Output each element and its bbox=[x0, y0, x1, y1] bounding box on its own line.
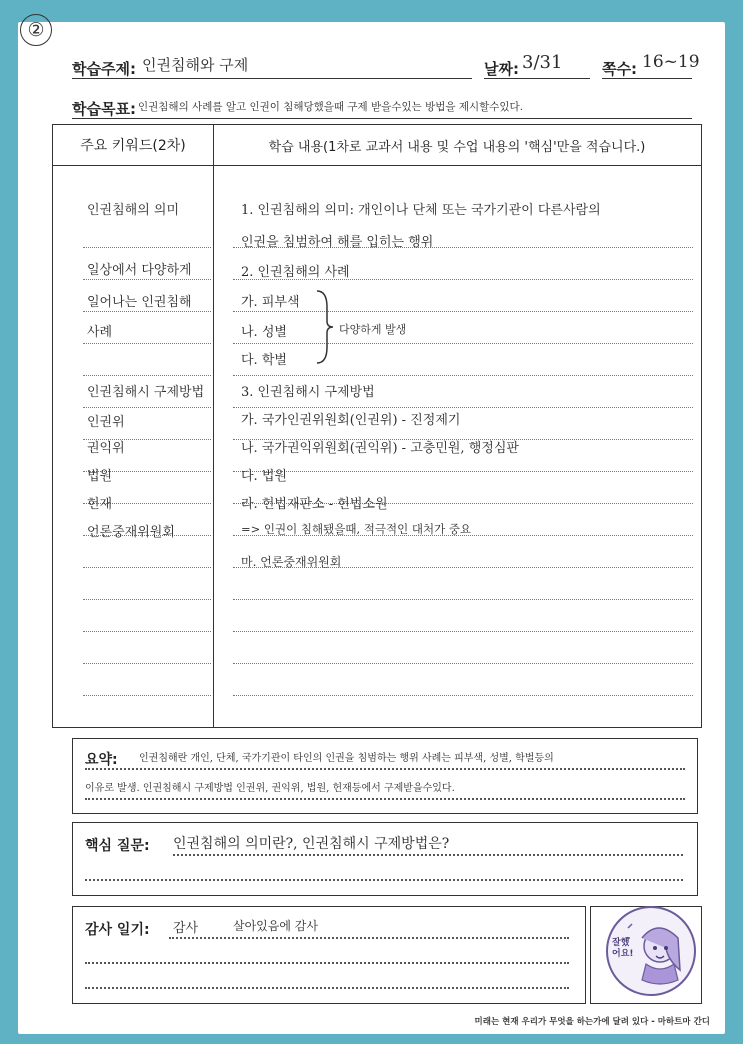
row-line bbox=[85, 768, 685, 770]
row-line bbox=[83, 375, 211, 376]
date-value: 3/31 bbox=[522, 52, 563, 73]
goal-value: 인권침해의 사례를 알고 인권이 침해당했을때 구제 받을수있는 방법을 제시할수있다. bbox=[138, 101, 524, 113]
summary-box bbox=[72, 738, 698, 814]
row-line bbox=[83, 407, 211, 408]
keyword-item: 일어나는 인권침해 bbox=[87, 295, 192, 310]
topic-value: 인권침해와 구제 bbox=[142, 56, 249, 74]
pages-value: 16~19 bbox=[642, 52, 700, 72]
row-line bbox=[83, 311, 211, 312]
row-line bbox=[233, 631, 693, 632]
row-line bbox=[233, 311, 693, 312]
keyword-item: 사례 bbox=[87, 325, 113, 340]
row-line bbox=[83, 663, 211, 664]
row-line bbox=[169, 937, 569, 939]
keyword-item: 인권침해시 구제방법 bbox=[87, 385, 205, 400]
row-line bbox=[233, 663, 693, 664]
row-line bbox=[83, 567, 211, 568]
row-line bbox=[85, 798, 685, 800]
goal-label: 학습목표: bbox=[72, 100, 136, 118]
content-item: 다. 법원 bbox=[241, 469, 287, 484]
content-item: => 인권이 침해됐을때, 적극적인 대처가 중요 bbox=[241, 522, 472, 536]
content-item: 라. 헌법재판소 - 헌법소원 bbox=[241, 497, 388, 512]
topic-label: 학습주제: bbox=[72, 60, 136, 78]
content-item: 나. 성별 bbox=[241, 325, 287, 340]
footer-quote: 미래는 현재 우리가 무엇을 하는가에 달려 있다 - 마하트마 간디 bbox=[474, 1017, 710, 1027]
row-line bbox=[233, 375, 693, 376]
gratitude-box bbox=[72, 906, 586, 1004]
row-line bbox=[233, 343, 693, 344]
row-line bbox=[233, 599, 693, 600]
row-line bbox=[85, 962, 569, 964]
row-line bbox=[233, 695, 693, 696]
row-line bbox=[83, 695, 211, 696]
brace-note: 다양하게 발생 bbox=[339, 323, 407, 336]
row-line bbox=[83, 631, 211, 632]
content-item: 다. 학벌 bbox=[241, 353, 287, 368]
table-header bbox=[53, 125, 701, 166]
goal-underline bbox=[72, 118, 692, 119]
summary-label: 요약: bbox=[85, 752, 118, 768]
question-value: 인권침해의 의미란?, 인권침해시 구제방법은? bbox=[173, 836, 450, 852]
gratitude-label: 감사 일기: bbox=[85, 922, 150, 938]
content-item: 마. 언론중재위원회 bbox=[241, 555, 342, 569]
content-header: 학습 내용(1차로 교과서 내용 및 수업 내용의 '핵심'만을 적습니다.) bbox=[268, 139, 646, 155]
content-item: 3. 인권침해시 구제방법 bbox=[241, 385, 375, 400]
notes-table bbox=[52, 124, 702, 728]
summary-line2: 이유로 발생. 인권침해시 구제방법 인권위, 권익위, 법원, 헌재등에서 구제받을수있다. bbox=[85, 783, 455, 794]
pages-underline bbox=[602, 78, 692, 79]
question-box bbox=[72, 822, 698, 896]
row-line bbox=[83, 247, 211, 248]
row-line bbox=[233, 471, 693, 472]
row-line bbox=[233, 407, 693, 408]
row-line bbox=[83, 599, 211, 600]
keyword-item: 일상에서 다양하게 bbox=[87, 263, 192, 278]
keyword-item: 인권침해의 의미 bbox=[87, 203, 180, 218]
content-item: 1. 인권침해의 의미: 개인이나 단체 또는 국가기관이 다른사람의 bbox=[241, 203, 601, 218]
sheet-number: ② bbox=[20, 14, 52, 46]
summary-line1: 인권침해란 개인, 단체, 국가기관이 타인의 인권을 침범하는 행위 사례는 피부색, 성별, 학벌등의 bbox=[139, 753, 554, 764]
keyword-item: 권익위 bbox=[87, 441, 125, 456]
question-label: 핵심 질문: bbox=[85, 838, 150, 854]
date-label: 날짜: bbox=[484, 60, 519, 78]
row-line bbox=[85, 879, 683, 881]
column-divider bbox=[213, 125, 214, 727]
content-item: 2. 인권침해의 사례 bbox=[241, 265, 350, 280]
pages-label: 쪽수: bbox=[602, 60, 637, 78]
row-line bbox=[173, 854, 683, 856]
content-item: 인권을 침범하여 해를 입히는 행위 bbox=[241, 235, 434, 250]
keyword-item: 헌재 bbox=[87, 497, 113, 512]
teacher-stamp bbox=[606, 906, 696, 996]
content-item: 나. 국가권익위원회(권익위) - 고충민원, 행정심판 bbox=[241, 441, 519, 456]
gratitude-value1: 감사 bbox=[173, 921, 199, 936]
keyword-item: 법원 bbox=[87, 469, 113, 484]
content-item: 가. 국가인권위원회(인권위) - 진정제기 bbox=[241, 413, 461, 428]
keyword-item: 인권위 bbox=[87, 415, 125, 430]
row-line bbox=[83, 343, 211, 344]
content-item: 가. 피부색 bbox=[241, 295, 300, 310]
stamp-text: 잘했어요! bbox=[612, 938, 634, 959]
keywords-header: 주요 키워드(2차) bbox=[80, 138, 186, 154]
row-line bbox=[83, 279, 211, 280]
keyword-item: 언론중재위원회 bbox=[87, 525, 175, 540]
brace-icon bbox=[315, 289, 335, 365]
gratitude-value2: 살아있음에 감사 bbox=[233, 919, 318, 933]
topic-underline bbox=[72, 78, 472, 79]
row-line bbox=[85, 987, 569, 989]
date-underline bbox=[484, 78, 590, 79]
